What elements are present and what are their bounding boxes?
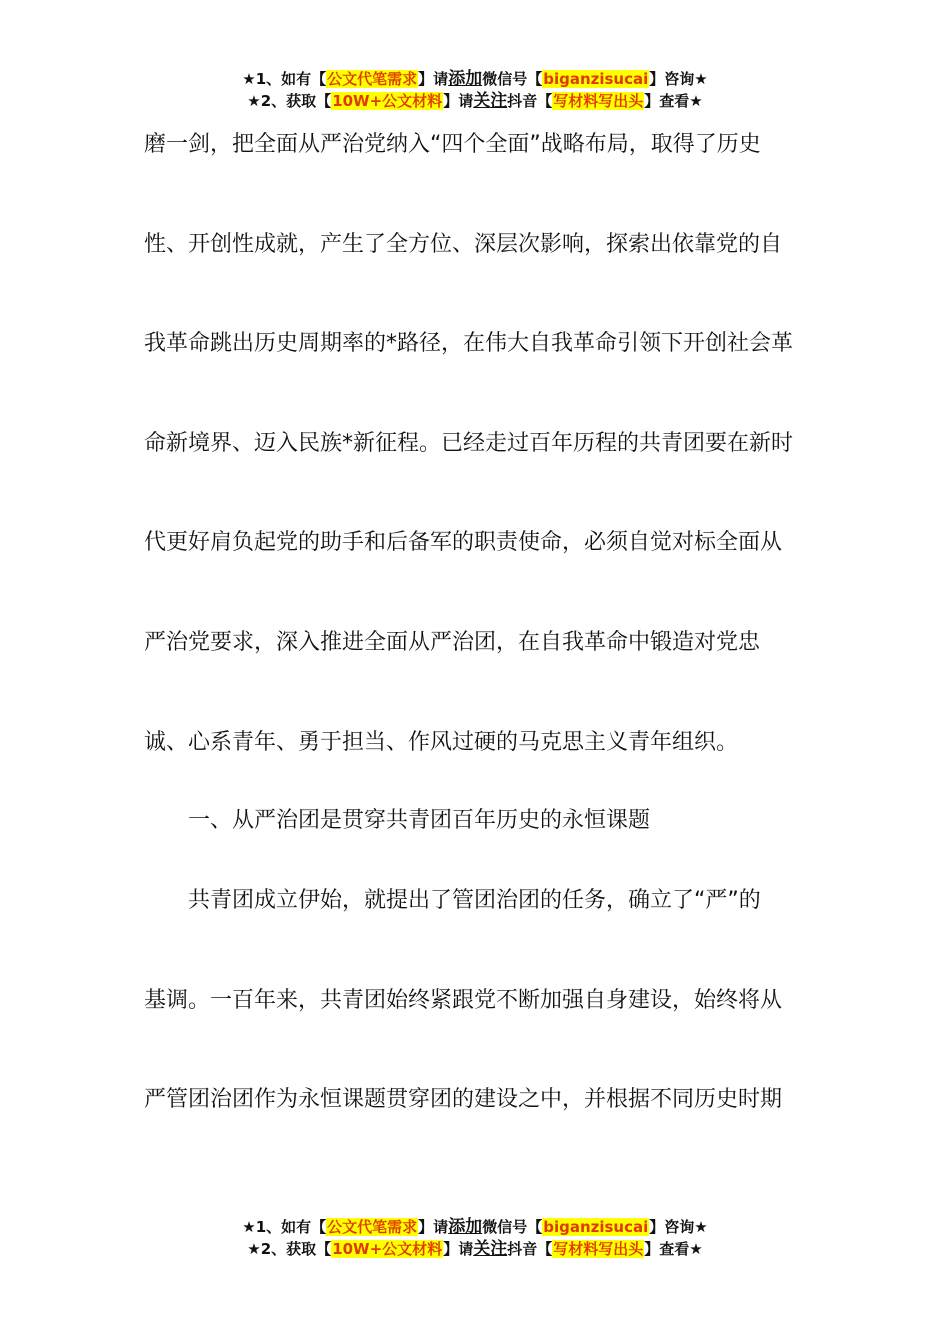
footer-banner-line-1 bbox=[0, 1216, 950, 1238]
banner-line-1-highlight-service: 公文代笔需求 bbox=[327, 70, 418, 88]
banner-line-2-highlight-materials: 10W+公文材料 bbox=[332, 92, 443, 110]
banner-line-1-underlined: 添加 bbox=[448, 69, 483, 89]
banner-line-1-mid2: 微信号【 bbox=[482, 70, 543, 88]
body-line: 命新境界、迈入民族*新征程。已经走过百年历程的共青团要在新时 bbox=[144, 431, 794, 456]
banner-line-2-prefix: ★2、获取【 bbox=[247, 92, 332, 110]
banner-line-2-mid2: 抖音【 bbox=[507, 92, 553, 110]
section-heading: 一、从严治团是贯穿共青团百年历史的永恒课题 bbox=[144, 808, 651, 833]
body-line: 严管团治团作为永恒课题贯穿团的建设之中，并根据不同历史时期 bbox=[144, 1087, 783, 1112]
banner-line-2-highlight-douyin: 写材料写出头 bbox=[553, 92, 644, 110]
footer-line-2-highlight-materials: 10W+公文材料 bbox=[332, 1240, 443, 1258]
banner-line-2-underlined: 关注 bbox=[473, 91, 508, 111]
footer-line-1-mid2: 微信号【 bbox=[482, 1218, 543, 1236]
footer-banner-line-2 bbox=[0, 1238, 950, 1260]
header-banner bbox=[0, 68, 950, 112]
footer-line-2-prefix: ★2、获取【 bbox=[247, 1240, 332, 1258]
banner-line-1-suffix: 】咨询★ bbox=[649, 70, 708, 88]
body-line: 共青团成立伊始，就提出了管团治团的任务，确立了“严”的 bbox=[144, 888, 761, 913]
body-line: 严治党要求，深入推进全面从严治团，在自我革命中锻造对党忠 bbox=[144, 630, 761, 655]
footer-line-2-mid2: 抖音【 bbox=[507, 1240, 553, 1258]
footer-banner bbox=[0, 1216, 950, 1260]
banner-line-1-highlight-wechat: biganzisucai bbox=[543, 70, 649, 88]
body-line: 我革命跳出历史周期率的*路径，在伟大自我革命引领下开创社会革 bbox=[144, 331, 794, 356]
footer-line-2-mid: 】请 bbox=[443, 1240, 474, 1258]
body-line: 基调。一百年来，共青团始终紧跟党不断加强自身建设，始终将从 bbox=[144, 988, 783, 1013]
footer-line-1-underlined: 添加 bbox=[448, 1217, 483, 1237]
footer-line-2-underlined: 关注 bbox=[473, 1239, 508, 1259]
footer-line-1-suffix: 】咨询★ bbox=[649, 1218, 708, 1236]
banner-line-1-mid: 】请 bbox=[418, 70, 449, 88]
body-line: 磨一剑，把全面从严治党纳入“四个全面”战略布局，取得了历史 bbox=[144, 132, 761, 157]
banner-line-2 bbox=[0, 90, 950, 112]
footer-line-1-highlight-service: 公文代笔需求 bbox=[327, 1218, 418, 1236]
footer-line-2-suffix: 】查看★ bbox=[644, 1240, 703, 1258]
banner-line-1-prefix: ★1、如有【 bbox=[242, 70, 327, 88]
body-line: 诚、心系青年、勇于担当、作风过硬的马克思主义青年组织。 bbox=[144, 730, 739, 755]
body-line: 性、开创性成就，产生了全方位、深层次影响，探索出依靠党的自 bbox=[144, 232, 783, 257]
banner-line-1 bbox=[0, 68, 950, 90]
footer-line-1-highlight-wechat: biganzisucai bbox=[543, 1218, 649, 1236]
footer-line-1-mid: 】请 bbox=[418, 1218, 449, 1236]
footer-line-1-prefix: ★1、如有【 bbox=[242, 1218, 327, 1236]
banner-line-2-mid: 】请 bbox=[443, 92, 474, 110]
footer-line-2-highlight-douyin: 写材料写出头 bbox=[553, 1240, 644, 1258]
body-line: 代更好肩负起党的助手和后备军的职责使命，必须自觉对标全面从 bbox=[144, 530, 783, 555]
banner-line-2-suffix: 】查看★ bbox=[644, 92, 703, 110]
